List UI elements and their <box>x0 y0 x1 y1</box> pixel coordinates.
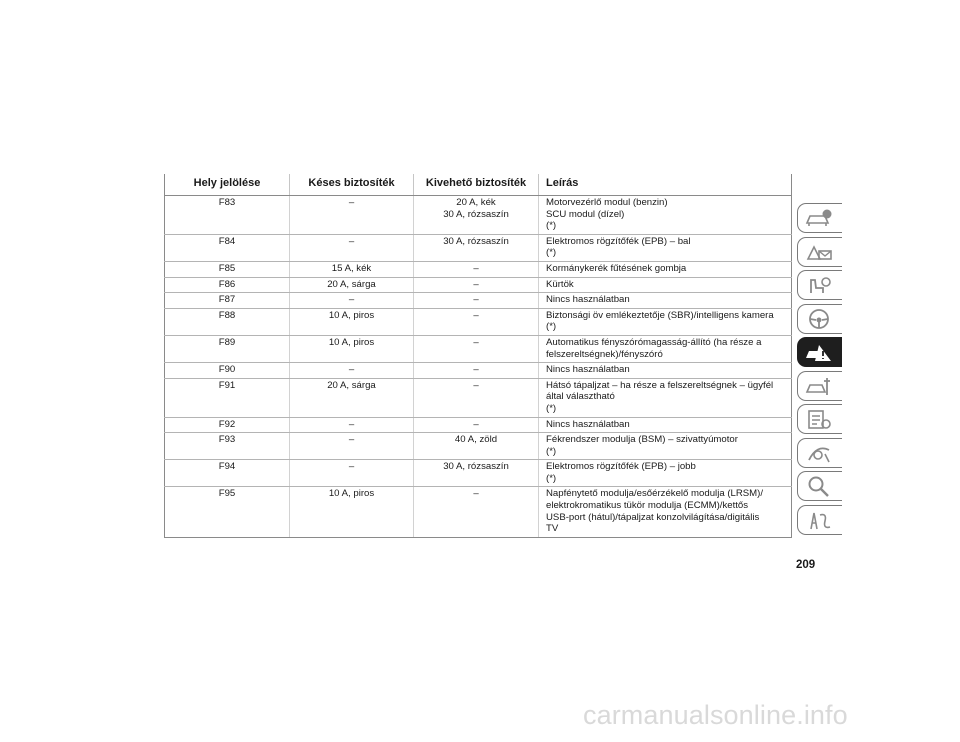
cell-cartridge-fuse <box>414 196 539 235</box>
chapter-tab-5[interactable] <box>797 337 842 367</box>
description-line: SCU modul (dízel) <box>546 208 625 220</box>
cartridge-line: 40 A, zöld <box>454 434 498 446</box>
cell-blade-fuse: 10 A, piros <box>290 487 414 537</box>
cell-cartridge-fuse <box>414 378 539 417</box>
table-header-row <box>165 174 792 196</box>
cell-blade-fuse: 15 A, kék <box>290 261 414 277</box>
cell-cartridge-fuse <box>414 335 539 362</box>
description-line: Kormánykerék fűtésének gombja <box>546 262 687 274</box>
cell-cartridge-fuse <box>414 308 539 335</box>
chapter-tab-4[interactable] <box>797 304 842 334</box>
cell-description <box>539 261 792 277</box>
cell-location: F85 <box>165 261 290 277</box>
cell-cartridge-fuse <box>414 460 539 487</box>
table-row <box>165 460 792 487</box>
cell-description <box>539 363 792 379</box>
table-row <box>165 196 792 235</box>
header-description: Leírás <box>539 174 792 196</box>
cell-description <box>539 417 792 433</box>
cell-blade-fuse: – <box>290 417 414 433</box>
cell-location: F90 <box>165 363 290 379</box>
cartridge-line: – <box>473 379 479 391</box>
cell-location: F84 <box>165 234 290 261</box>
table-row <box>165 234 792 261</box>
description-line: Nincs használatban <box>546 364 630 376</box>
cell-description <box>539 293 792 309</box>
table-row <box>165 293 792 309</box>
table-row <box>165 487 792 537</box>
chapter-tab-8[interactable] <box>797 438 842 468</box>
cartridge-line: 20 A, kék <box>456 197 496 208</box>
cartridge-line: – <box>473 364 479 376</box>
table-row <box>165 335 792 362</box>
description-line: (*) <box>546 445 557 457</box>
description-line: Nincs használatban <box>546 294 630 306</box>
cell-cartridge-fuse <box>414 234 539 261</box>
table-row <box>165 378 792 417</box>
cell-description <box>539 335 792 362</box>
cell-blade-fuse: 10 A, piros <box>290 308 414 335</box>
chapter-tab-2[interactable] <box>797 237 842 267</box>
chapter-tab-6[interactable] <box>797 371 842 401</box>
cell-blade-fuse: – <box>290 293 414 309</box>
cell-description <box>539 234 792 261</box>
chapter-tab-3[interactable] <box>797 270 842 300</box>
cell-description <box>539 308 792 335</box>
fuse-table <box>164 174 792 538</box>
description-line: (*) <box>546 247 557 259</box>
cell-location: F88 <box>165 308 290 335</box>
cell-location: F95 <box>165 487 290 537</box>
description-line: (*) <box>546 220 557 232</box>
description-line: Nincs használatban <box>546 418 630 430</box>
cell-blade-fuse: 20 A, sárga <box>290 277 414 293</box>
description-line: Napfénytető modulja/esőérzékelő modulja (LRSM)/ <box>546 488 764 500</box>
description-line: (*) <box>546 402 557 414</box>
table-row <box>165 277 792 293</box>
header-location: Hely jelölése <box>165 174 290 196</box>
chapter-tab-7[interactable] <box>797 404 842 434</box>
description-line: Elektromos rögzítőfék (EPB) – bal <box>546 235 691 247</box>
description-line: Elektromos rögzítőfék (EPB) – jobb <box>546 461 696 473</box>
cartridge-line: – <box>473 488 479 500</box>
cell-blade-fuse: – <box>290 363 414 379</box>
cell-location: F94 <box>165 460 290 487</box>
cartridge-line: 30 A, rózsaszín <box>443 208 509 220</box>
cartridge-line: – <box>473 336 479 348</box>
cell-blade-fuse: 10 A, piros <box>290 335 414 362</box>
cell-blade-fuse: – <box>290 234 414 261</box>
cartridge-line: – <box>473 309 479 321</box>
description-line: Fékrendszer modulja (BSM) – szivattyúmotor <box>546 434 738 446</box>
cell-blade-fuse: – <box>290 433 414 460</box>
description-line: felszereltségnek)/fényszóró <box>546 348 663 360</box>
chapter-tab-10[interactable] <box>797 505 842 535</box>
cell-description <box>539 196 792 235</box>
header-blade-fuse: Késes biztosíték <box>290 174 414 196</box>
cell-blade-fuse: – <box>290 196 414 235</box>
cell-cartridge-fuse <box>414 417 539 433</box>
description-line: által választható <box>546 391 615 403</box>
cell-description <box>539 433 792 460</box>
cell-location: F92 <box>165 417 290 433</box>
cell-location: F83 <box>165 196 290 235</box>
description-line: Hátsó tápaljzat – ha része a felszereltségnek – ügyfél <box>546 379 774 391</box>
description-line: Biztonsági öv emlékeztetője (SBR)/intelligens kamera <box>546 309 774 321</box>
cell-cartridge-fuse <box>414 261 539 277</box>
cell-cartridge-fuse <box>414 363 539 379</box>
cell-description <box>539 277 792 293</box>
cell-cartridge-fuse <box>414 433 539 460</box>
cartridge-line: – <box>473 262 479 274</box>
chapter-tab-9[interactable] <box>797 471 842 501</box>
cartridge-line: – <box>473 294 479 306</box>
cell-location: F93 <box>165 433 290 460</box>
description-line: Automatikus fényszórómagasság-állító (ha része a <box>546 336 762 348</box>
cell-location: F89 <box>165 335 290 362</box>
cartridge-line: – <box>473 418 479 430</box>
chapter-tab-1[interactable] <box>797 203 842 233</box>
cell-cartridge-fuse <box>414 487 539 537</box>
description-line: Motorvezérlő modul (benzin) <box>546 197 668 208</box>
cartridge-line: 30 A, rózsaszín <box>443 235 509 247</box>
cartridge-line: 30 A, rózsaszín <box>443 461 509 473</box>
cell-blade-fuse: 20 A, sárga <box>290 378 414 417</box>
description-line: USB-port (hátul)/tápaljzat konzolvilágítása/digitális <box>546 511 760 523</box>
cell-blade-fuse: – <box>290 460 414 487</box>
table-body <box>165 196 792 538</box>
cell-description <box>539 378 792 417</box>
table-row <box>165 433 792 460</box>
page-number: 209 <box>796 559 816 571</box>
cell-cartridge-fuse <box>414 293 539 309</box>
cell-cartridge-fuse <box>414 277 539 293</box>
chapter-tabs <box>797 203 842 538</box>
table-row <box>165 417 792 433</box>
cell-location: F87 <box>165 293 290 309</box>
header-cartridge-fuse: Kivehető biztosíték <box>414 174 539 196</box>
watermark: carmanualsonline.info <box>583 700 848 730</box>
table-row <box>165 308 792 335</box>
cell-description <box>539 460 792 487</box>
description-line: (*) <box>546 321 557 333</box>
description-line: Kürtök <box>546 278 574 290</box>
description-line: (*) <box>546 472 557 484</box>
cell-description <box>539 487 792 537</box>
table-row <box>165 261 792 277</box>
cell-location: F91 <box>165 378 290 417</box>
cartridge-line: – <box>473 278 479 290</box>
description-line: TV <box>546 523 559 535</box>
description-line: elektrokromatikus tükör modulja (ECMM)/kettős <box>546 500 749 512</box>
table-row <box>165 363 792 379</box>
cell-location: F86 <box>165 277 290 293</box>
